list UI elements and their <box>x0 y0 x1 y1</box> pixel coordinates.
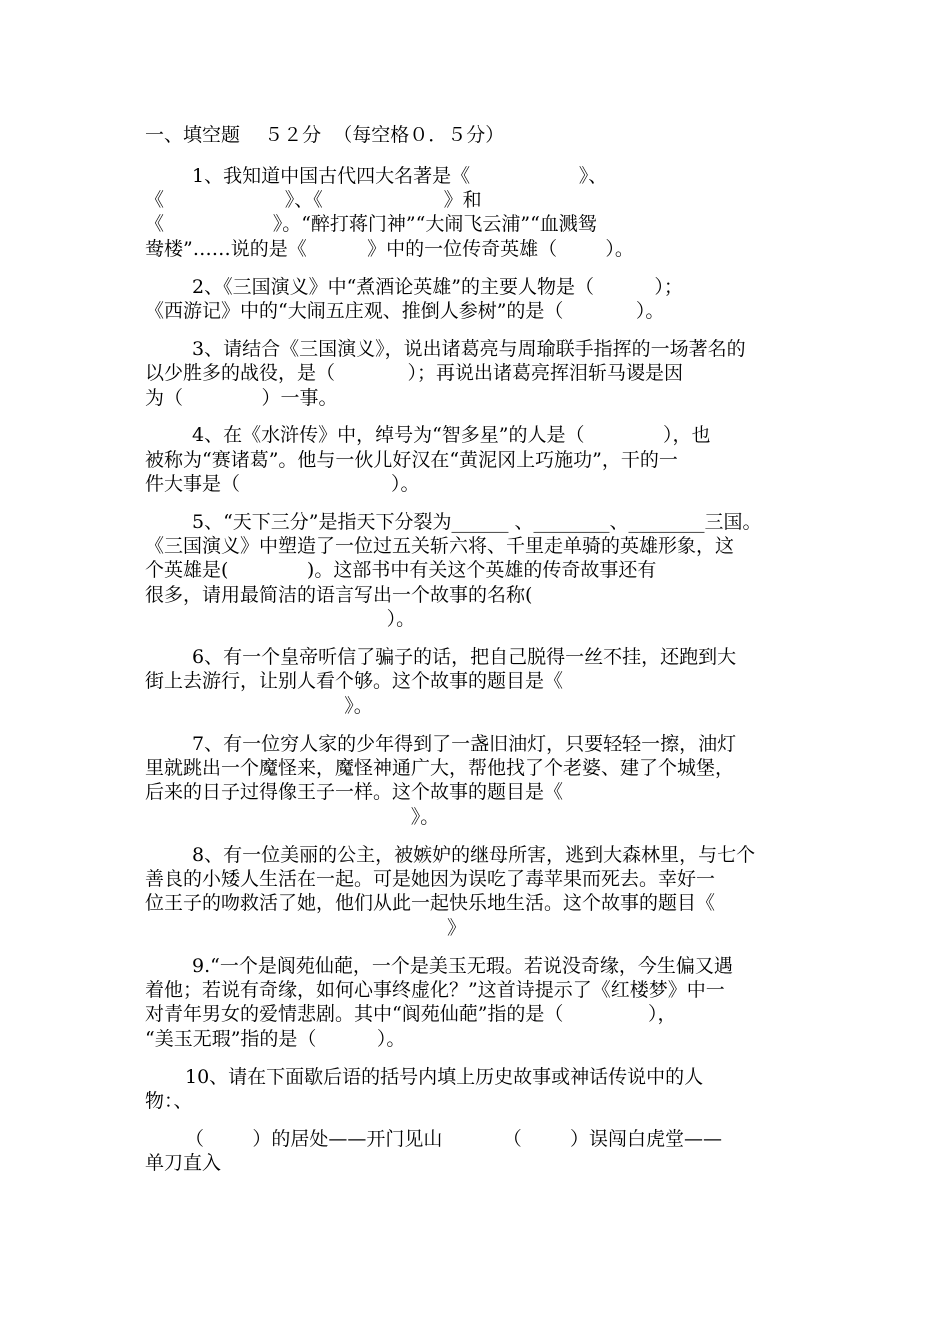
q3-line-1: 3、请结合《三国演义》，说出诸葛亮与周瑜联手指挥的一场著名的 <box>192 338 746 360</box>
q5-line-5: ）。 <box>145 608 416 630</box>
q7-line-4: 》。 <box>145 806 440 828</box>
q9-line-2: 着他；若说有奇缘，如何心事终虚化？”这首诗提示了《红楼梦》中一 <box>145 979 725 1001</box>
q3-line-3: 为（ ）一事。 <box>145 387 338 409</box>
q10-line-2: 物：、 <box>145 1090 193 1112</box>
q1-line-3: 《 》。“醉打蒋门神”“大闹飞云浦”“血溅鸳 <box>145 213 597 235</box>
q3-line-2: 以少胜多的战役，是（ ）；再说出诸葛亮挥泪斩马谡是因 <box>145 362 683 384</box>
q8-line-4: 》 <box>145 917 466 939</box>
q4-line-1: 4、在《水浒传》中，绰号为“智多星”的人是（ ），也 <box>192 424 711 446</box>
section-title: 一、填空题 ５２分 （每空格０．５分） <box>145 124 505 146</box>
q6-line-3: 》。 <box>145 695 373 717</box>
q5-line-3: 个英雄是( )。这部书中有关这个英雄的传奇故事还有 <box>145 559 657 581</box>
q7-line-1: 7、有一位穷人家的少年得到了一盏旧油灯，只要轻轻一擦，油灯 <box>192 733 737 755</box>
q4-line-2: 被称为“赛诸葛”。他与一伙儿好汉在“黄泥冈上巧施功”，干的一 <box>145 449 678 471</box>
q8-line-1: 8、有一位美丽的公主，被嫉妒的继母所害，逃到大森林里，与七个 <box>192 844 756 866</box>
q10-item-line-1: （ ）的居处——开门见山 （ ）误闯白虎堂—— <box>185 1128 723 1150</box>
q1-line-2: 《 》、《 》和 <box>145 189 482 211</box>
q1-line-1: 1、我知道中国古代四大名著是《 》、 <box>192 165 608 187</box>
q4-line-3: 件大事是（ ）。 <box>145 473 420 495</box>
q5-line-1: 5、“天下三分”是指天下分裂为______ 、________、________三国。 <box>192 511 762 533</box>
q9-line-1: 9.“一个是阆苑仙葩，一个是美玉无瑕。若说没奇缘，今生偏又遇 <box>192 955 733 977</box>
q7-line-2: 里就跳出一个魔怪来，魔怪神通广大，帮他找了个老婆、建了个城堡， <box>145 757 735 779</box>
q8-line-2: 善良的小矮人生活在一起。可是她因为误吃了毒苹果而死去。幸好一 <box>145 868 716 890</box>
q9-line-4: “美玉无瑕”指的是（ ）。 <box>145 1028 406 1050</box>
q2-line-2: 《西游记》中的“大闹五庄观、推倒人参树”的是（ ）。 <box>145 300 665 322</box>
q8-line-3: 位王子的吻救活了她，他们从此一起快乐地生活。这个故事的题目《 <box>145 892 716 914</box>
q6-line-2: 街上去游行，让别人看个够。这个故事的题目是《 <box>145 670 564 692</box>
q7-line-3: 后来的日子过得像王子一样。这个故事的题目是《 <box>145 781 564 803</box>
q5-line-2: 《三国演义》中塑造了一位过五关斩六将、千里走单骑的英雄形象，这 <box>145 535 735 557</box>
q1-line-4: 鸯楼”……说的是《 》中的一位传奇英雄（ ）。 <box>145 238 634 260</box>
q9-line-3: 对青年男女的爱情悲剧。其中“阆苑仙葩”指的是（ ）， <box>145 1003 677 1025</box>
q5-line-4: 很多，请用最简洁的语言写出一个故事的名称( <box>145 584 533 606</box>
q6-line-1: 6、有一个皇帝听信了骗子的话，把自己脱得一丝不挂，还跑到大 <box>192 646 737 668</box>
q10-item-line-2: 单刀直入 <box>145 1152 222 1174</box>
q10-line-1: 10、请在下面歇后语的括号内填上历史故事或神话传说中的人 <box>185 1066 704 1088</box>
q2-line-1: 2、《三国演义》中“煮酒论英雄”的主要人物是（ ）； <box>192 276 683 298</box>
